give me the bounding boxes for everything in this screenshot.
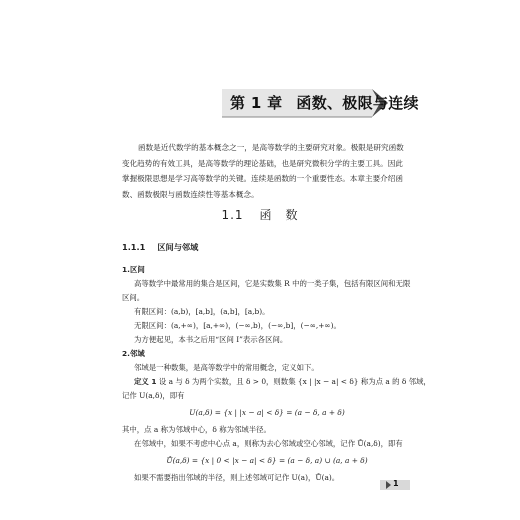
chapter-title <box>230 92 419 113</box>
definition-label: 定义 1 <box>134 377 157 386</box>
neighborhood-final: 如果不需要指出邻域的半径，则上述邻域可记作 U(a)，Ů(a)。 <box>134 473 340 482</box>
section-name: 函 数 <box>259 208 299 222</box>
chapter-intro <box>122 140 410 202</box>
neighborhood-block <box>122 347 431 485</box>
section-title <box>0 206 520 223</box>
subsection-name: 区间与邻域 <box>157 242 199 252</box>
definition-line-1 <box>122 375 431 389</box>
neighborhood-after: 其中，点 a 称为邻域中心，δ 称为邻域半径。 <box>122 425 271 434</box>
page-number: 1 <box>393 479 399 488</box>
neighborhood-formula: U(a,δ) = {x | |x − a| < δ} = (a − δ, a + δ) <box>189 408 345 417</box>
chapter-banner <box>222 86 419 120</box>
neighborhood-intro: 邻域是一种数集，是高等数学中的常用概念，定义如下。 <box>134 363 319 372</box>
finite-interval: 有限区间：(a,b)，[a,b]，(a,b]，[a,b)。 <box>134 307 270 316</box>
deleted-neighborhood-formula: Ů(a,δ) = {x | 0 < |x − a| < δ} = (a − δ, a) ∪ (a, a + δ) <box>166 456 368 465</box>
interval-text-1: 高等数学中最常用的集合是区间，它是实数集 R 中的一类子集，包括有限区间和无限 <box>134 279 411 288</box>
definition-text-1: 设 a 与 δ 为两个实数，且 δ > 0，则数集 {x | |x − a| < δ} 称为点 a 的 δ 邻域， <box>158 377 431 386</box>
definition-text-2: 记作 U(a,δ)，即有 <box>122 391 185 400</box>
deleted-neighborhood-text: 在邻域中，如果不考虑中心点 a，则称为去心邻域或空心邻域，记作 Ů(a,δ)，即有 <box>134 439 403 448</box>
neighborhood-heading: 2.邻域 <box>122 349 145 358</box>
intro-paragraph: 函数是近代数学的基本概念之一，是高等数学的主要研究对象。极限是研究函数变化趋势的有效工具，是高等数学的理论基础，也是研究微积分学的主要工具。因此掌握极限思想是学习高等数学的关键。连续是函数的一个重要性态。本章主要介绍函数、函数极限与函数连续性等基本概念。 <box>122 143 404 199</box>
interval-block <box>122 263 412 347</box>
interval-heading: 1.区间 <box>122 265 145 274</box>
infinite-interval: 无限区间：(a,+∞)，[a,+∞)，(−∞,b)，(−∞,b]，(−∞,+∞)。 <box>134 321 341 330</box>
subsection-title <box>122 242 198 253</box>
chapter-name: 函数、极限与连续 <box>296 94 419 112</box>
section-number: 1.1 <box>221 208 244 222</box>
interval-note: 为方便起见，本书之后用“区间 I”表示各区间。 <box>134 335 288 344</box>
interval-text-2: 区间。 <box>122 293 145 302</box>
chapter-number: 第 1 章 <box>230 94 283 112</box>
subsection-number: 1.1.1 <box>122 242 146 252</box>
